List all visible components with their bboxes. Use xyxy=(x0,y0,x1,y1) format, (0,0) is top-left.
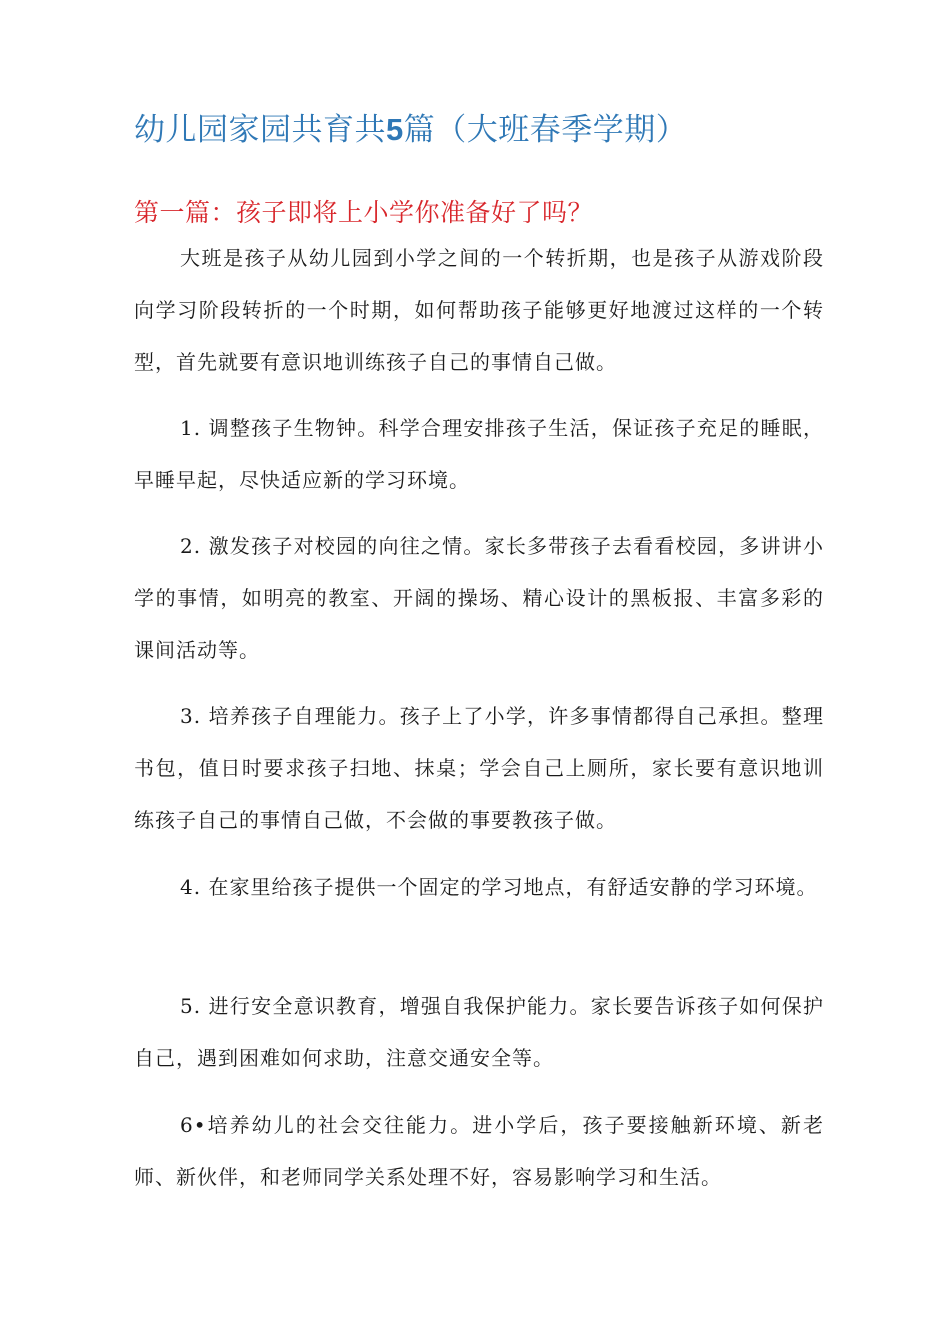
section-heading: 第一篇：孩子即将上小学你准备好了吗？ xyxy=(134,198,594,227)
list-item-4: 4. 在家里给孩子提供一个固定的学习地点，有舒适安静的学习环境。 xyxy=(180,875,818,899)
list-item-6: 6•培养幼儿的社会交往能力。进小学后，孩子要接触新环境、新老师、新伙伴，和老师同学关系处理不好，容易影响学习和生活。 xyxy=(134,1113,824,1189)
intro-paragraph: 大班是孩子从幼儿园到小学之间的一个转折期，也是孩子从游戏阶段向学习阶段转折的一个时期，如何帮助孩子能够更好地渡过这样的一个转型，首先就要有意识地训练孩子自己的事情自己做。 xyxy=(134,246,824,374)
list-item-5: 5. 进行安全意识教育，增强自我保护能力。家长要告诉孩子如何保护自己，遇到困难如何求助，注意交通安全等。 xyxy=(134,994,824,1070)
title-number: 5 xyxy=(386,112,404,147)
list-item-2: 2. 激发孩子对校园的向往之情。家长多带孩子去看看校园，多讲讲小学的事情，如明亮的教室、开阔的操场、精心设计的黑板报、丰富多彩的课间活动等。 xyxy=(134,534,824,662)
document-title xyxy=(134,108,834,152)
title-prefix: 幼儿园家园共育共 xyxy=(134,112,386,148)
title-suffix: 篇（大班春季学期） xyxy=(403,112,688,148)
list-item-1: 1. 调整孩子生物钟。科学合理安排孩子生活，保证孩子充足的睡眠，早睡早起，尽快适应新的学习环境。 xyxy=(134,416,824,492)
list-item-3: 3. 培养孩子自理能力。孩子上了小学，许多事情都得自己承担。整理书包，值日时要求孩子扫地、抹桌；学会自己上厕所，家长要有意识地训练孩子自己的事情自己做，不会做的事要教孩子做。 xyxy=(134,704,824,832)
